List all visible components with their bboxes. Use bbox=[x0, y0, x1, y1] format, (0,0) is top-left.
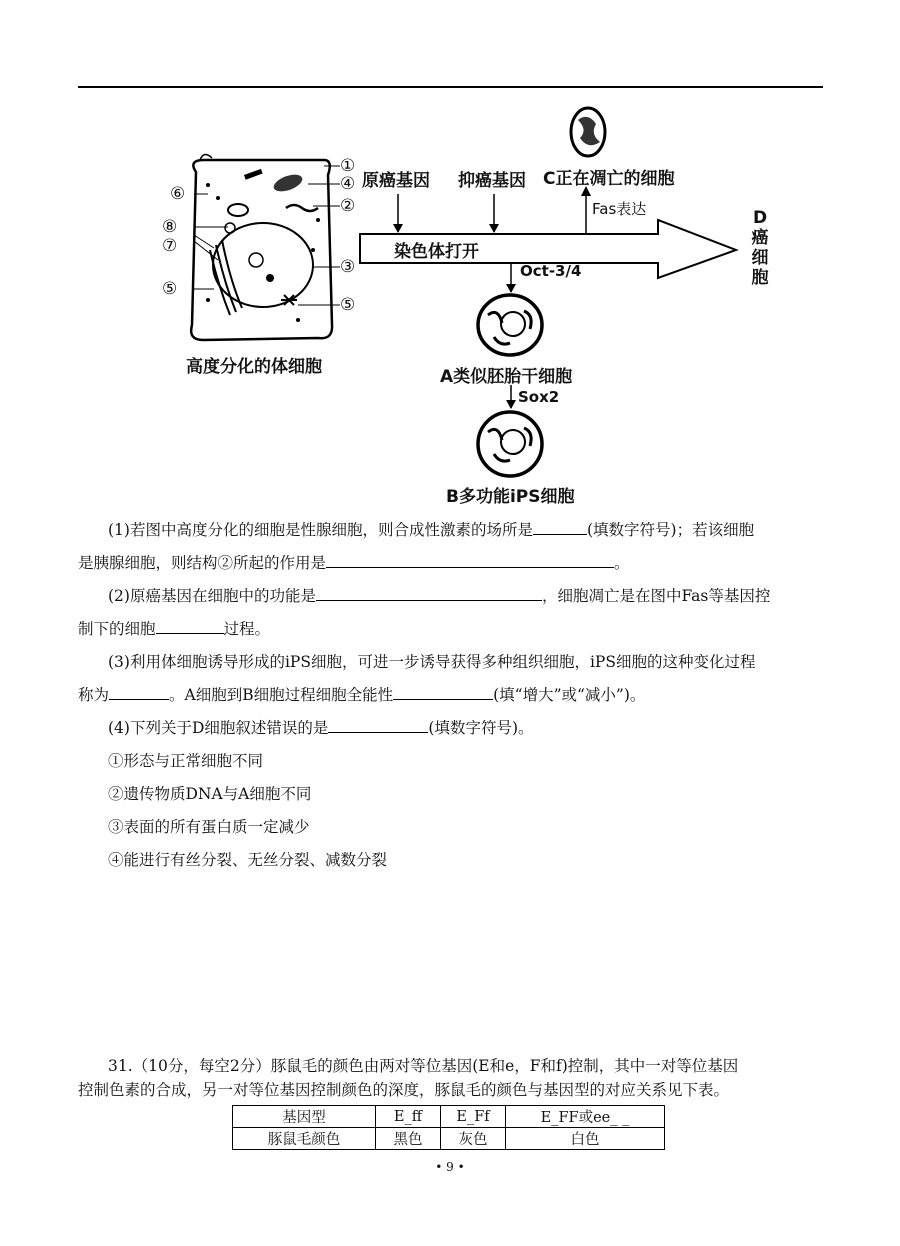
answer-blank-5[interactable] bbox=[109, 683, 169, 700]
figure bbox=[148, 100, 828, 520]
marker-5a: ⑤ bbox=[162, 279, 178, 299]
question-4: (4)下列关于D细胞叙述错误的是 (填数字符号)。 bbox=[78, 712, 828, 745]
question-31-line1: 31.（10分，每空2分）豚鼠毛的颜色由两对等位基因(E和e，F和f)控制，其中一对等位基因 bbox=[108, 1057, 739, 1075]
table-cell: E_FF或ee_ _ bbox=[506, 1106, 665, 1128]
cell-caption: 高度分化的体细胞 bbox=[186, 357, 322, 377]
answer-blank-2[interactable] bbox=[326, 551, 614, 568]
marker-3: ③ bbox=[340, 257, 356, 277]
genotype-table bbox=[232, 1105, 665, 1150]
cell-b bbox=[478, 412, 542, 476]
option-3: ③表面的所有蛋白质一定减少 bbox=[108, 818, 310, 836]
table-row bbox=[233, 1106, 665, 1128]
suppressor-label: 抑癌基因 bbox=[458, 171, 526, 191]
marker-6: ⑥ bbox=[170, 184, 186, 204]
cell-a-label: A类似胚胎干细胞 bbox=[440, 367, 573, 387]
question-31-line2: 控制色素的合成，另一对等位基因控制颜色的深度，豚鼠毛的颜色与基因型的对应关系见下表。 bbox=[78, 1081, 730, 1099]
option-1: ①形态与正常细胞不同 bbox=[108, 752, 264, 770]
table-cell: E_Ff bbox=[441, 1106, 506, 1128]
option-2: ②遗传物质DNA与A细胞不同 bbox=[108, 785, 312, 803]
table-row bbox=[233, 1128, 665, 1150]
answer-blank-6[interactable] bbox=[393, 683, 493, 700]
table-cell: 黑色 bbox=[376, 1128, 441, 1150]
cancer-cell-label: D 癌 细 胞 bbox=[751, 208, 769, 288]
marker-7: ⑦ bbox=[162, 236, 178, 256]
question-2-line1: (2)原癌基因在细胞中的功能是 ，细胞凋亡是在图中Fas等基因控 bbox=[78, 580, 828, 613]
top-rule bbox=[78, 86, 823, 88]
question-1-line1: (1)若图中高度分化的细胞是性腺细胞，则合成性激素的场所是 (填数字符号)；若该细胞 bbox=[78, 514, 828, 547]
cell-b-label: B多功能iPS细胞 bbox=[446, 487, 575, 507]
answer-blank-1[interactable] bbox=[533, 518, 587, 535]
answer-blank-7[interactable] bbox=[328, 716, 428, 733]
question-3-line1: (3)利用体细胞诱导形成的iPS细胞，可进一步诱导获得多种组织细胞，iPS细胞的这种变化过程 bbox=[108, 653, 756, 671]
marker-1: ① bbox=[340, 156, 356, 176]
apoptosis-label: C正在凋亡的细胞 bbox=[543, 169, 675, 189]
table-cell: E_ff bbox=[376, 1106, 441, 1128]
question-3-line2: 称为 。A细胞到B细胞过程细胞全能性 (填“增大”或“减小”)。 bbox=[78, 679, 828, 712]
oct-label: Oct-3/4 bbox=[520, 262, 582, 280]
sox-label: Sox2 bbox=[518, 388, 560, 406]
page-number: • 9 • bbox=[435, 1160, 465, 1174]
question-1-line2: 是胰腺细胞，则结构②所起的作用是 。 bbox=[78, 547, 828, 580]
option-4: ④能进行有丝分裂、无丝分裂、减数分裂 bbox=[108, 851, 388, 869]
figure-drawing bbox=[148, 100, 828, 520]
oncogene-label: 原癌基因 bbox=[362, 171, 430, 191]
marker-2: ② bbox=[340, 196, 356, 216]
table-cell: 基因型 bbox=[233, 1106, 376, 1128]
table-cell: 灰色 bbox=[441, 1128, 506, 1150]
chromosome-label: 染色体打开 bbox=[394, 242, 479, 262]
fas-label: Fas表达 bbox=[592, 200, 647, 218]
table-cell: 豚鼠毛颜色 bbox=[233, 1128, 376, 1150]
marker-4: ④ bbox=[340, 174, 356, 194]
question-2-line2: 制下的细胞 过程。 bbox=[78, 613, 828, 646]
answer-blank-3[interactable] bbox=[316, 584, 542, 601]
table-cell: 白色 bbox=[506, 1128, 665, 1150]
marker-5b: ⑤ bbox=[340, 295, 356, 315]
marker-8: ⑧ bbox=[162, 217, 178, 237]
answer-blank-4[interactable] bbox=[156, 617, 224, 634]
